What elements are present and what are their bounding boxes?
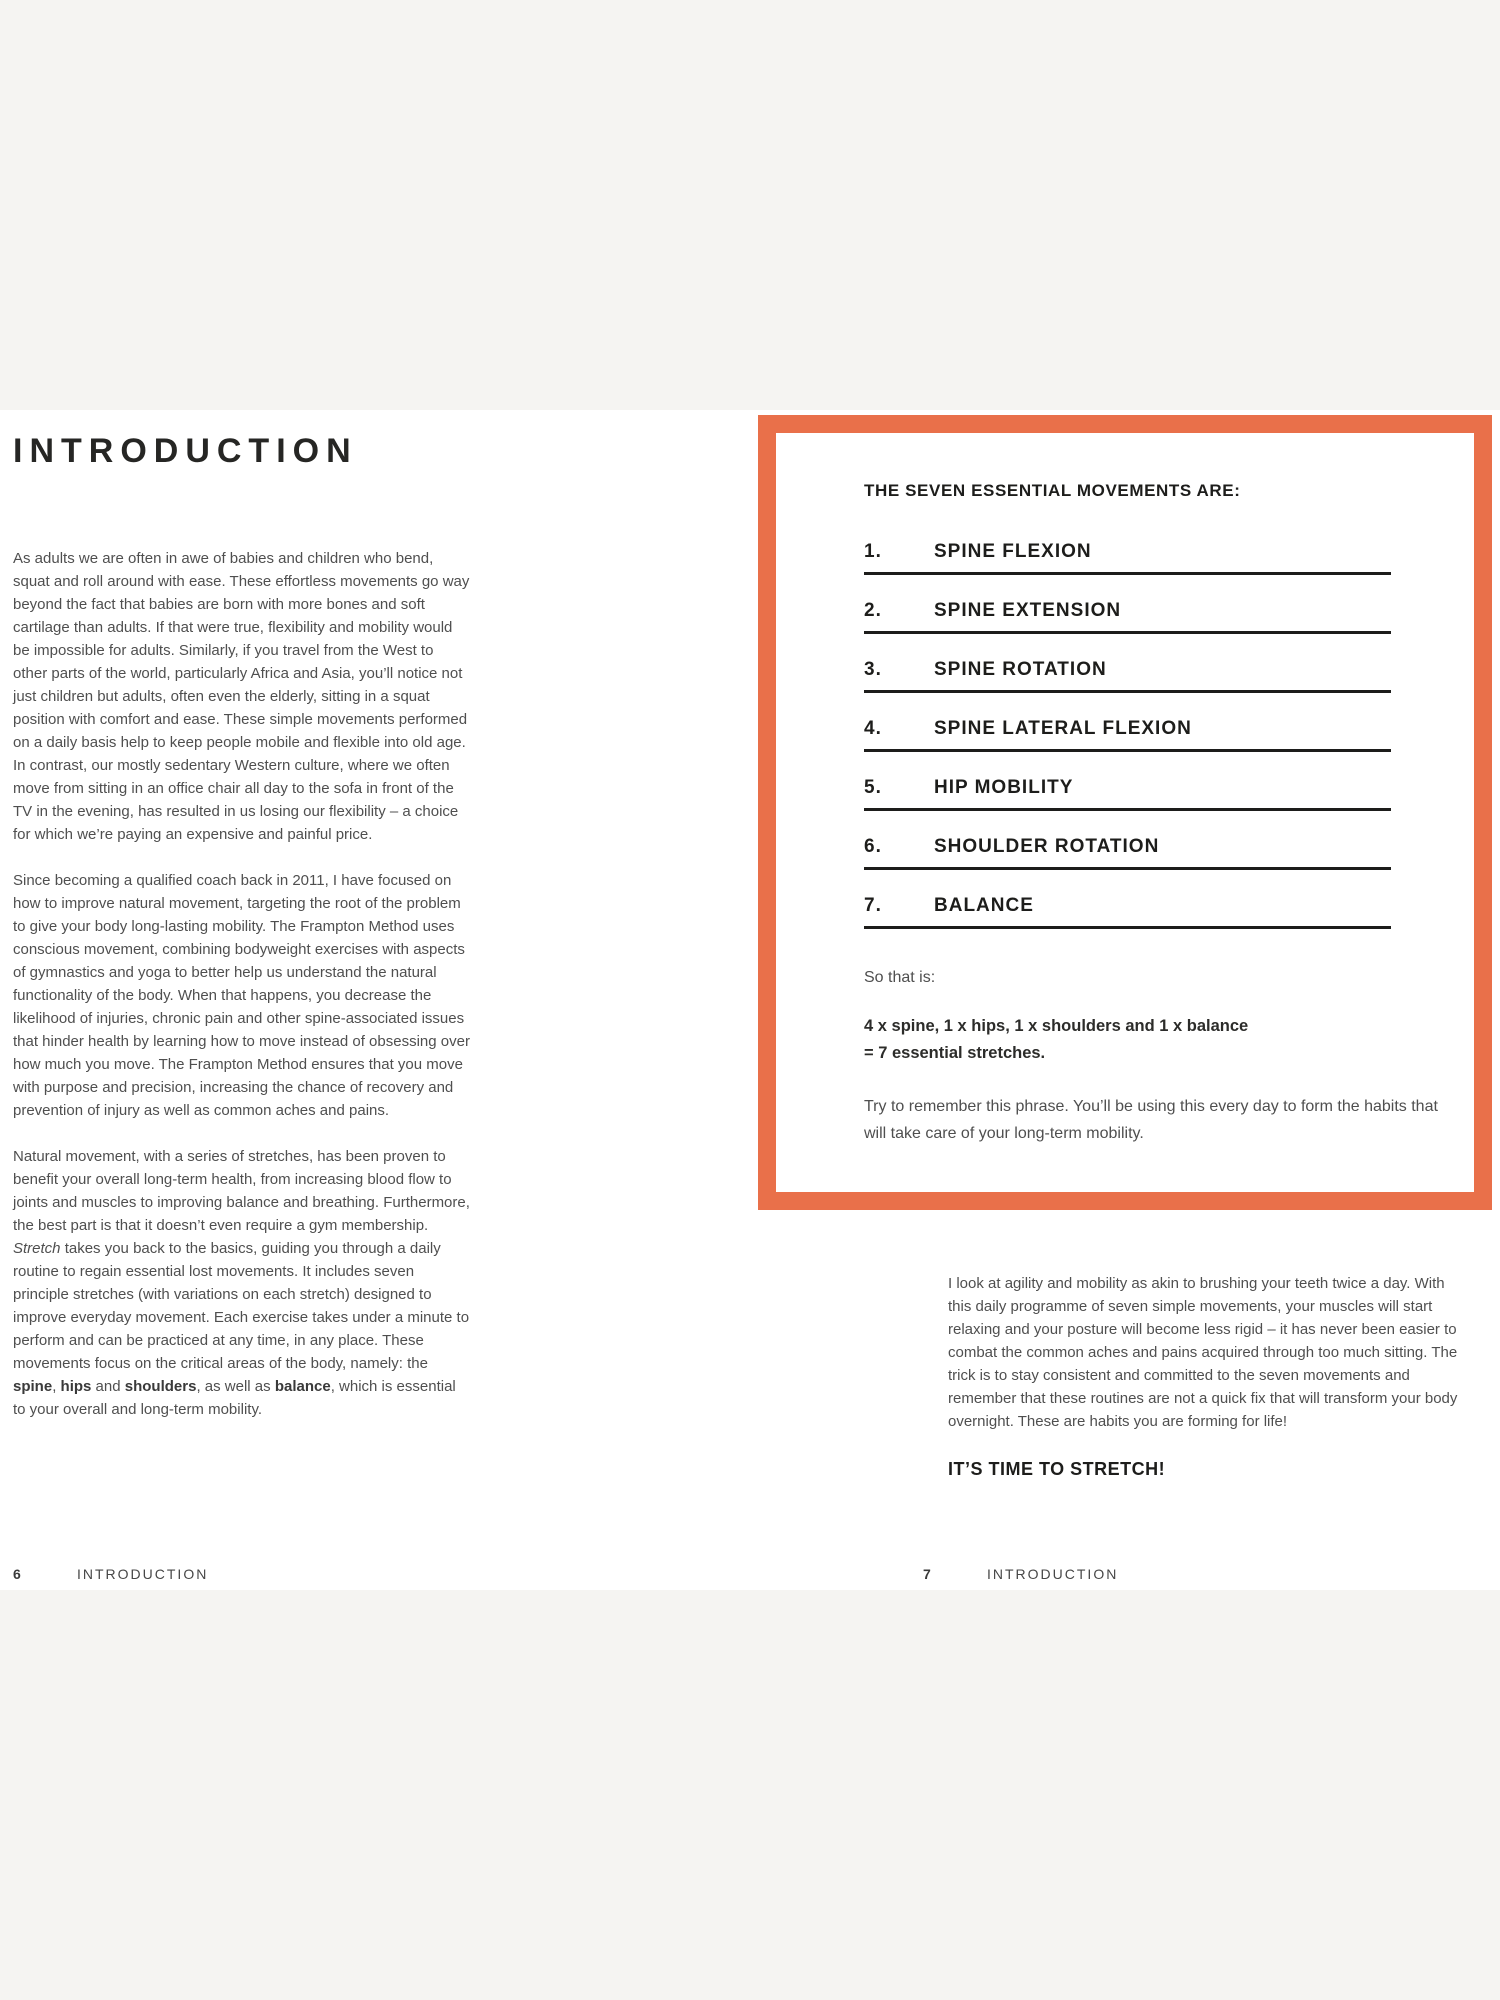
movement-label: SPINE FLEXION (934, 541, 1092, 562)
movement-label: SPINE LATERAL FLEXION (934, 718, 1192, 739)
page-footer-left (13, 1566, 208, 1582)
paper-surface (0, 410, 1500, 1590)
movement-item-1 (864, 541, 1391, 575)
movement-item-2 (864, 600, 1391, 634)
stretch-formula (864, 1013, 1446, 1067)
section-label-right: INTRODUCTION (987, 1566, 1119, 1582)
right-page-lower (948, 1272, 1466, 1480)
emphasis-shoulders: shoulders (124, 1378, 197, 1395)
movement-label: SHOULDER ROTATION (934, 836, 1160, 857)
movement-item-6 (864, 836, 1391, 870)
intro-paragraph-1: As adults we are often in awe of babies and children who bend, squat and roll around with ease. These effortless movements go way beyond the fact that babies are born with more bones and soft cartilage than adults. If that were true, flexibility and mobility would be impossible for adults. Similarly, if you travel from the West to other parts of the world, particularly Africa and Asia, you’ll notice not just children but adults, often even the elderly, sitting in a squat position with comfort and ease. These simple movements performed on a daily basis help to keep people mobile and flexible into old age. In contrast, our mostly sedentary Western culture, where we often move from sitting in an office chair all day to the sofa in front of the TV in the evening, has resulted in us losing our flexibility – a choice for which we’re paying an expensive and painful price. (13, 550, 470, 843)
reminder-text: Try to remember this phrase. You’ll be using this every day to form the habits that will take care of your long-term mobility. (864, 1098, 1438, 1142)
formula-line-2: = 7 essential stretches. (864, 1044, 1046, 1062)
paragraph-3-intro: Natural movement, with a series of stretches, has been proven to benefit your overall long-term health, from increasing blood flow to joints and muscles to improving balance and breathing. Furthermore, the best part is that it doesn’t even require a gym membership. (13, 1148, 470, 1234)
emphasis-spine: spine (13, 1378, 53, 1395)
page-number-right: 7 (923, 1566, 931, 1582)
intro-paragraph-3 (13, 1145, 471, 1421)
seven-movements-box (758, 415, 1492, 1210)
movement-label: SPINE EXTENSION (934, 600, 1122, 621)
movement-label: BALANCE (934, 895, 1034, 916)
movement-item-3 (864, 659, 1391, 693)
time-to-stretch-heading: IT’S TIME TO STRETCH! (948, 1459, 1166, 1479)
movement-number: 6. (864, 836, 882, 857)
paragraph-3-sep3: , as well as (196, 1378, 275, 1395)
emphasis-balance: balance (274, 1378, 331, 1395)
section-label-left: INTRODUCTION (77, 1566, 209, 1582)
page-footer-right (923, 1566, 1118, 1582)
movement-number: 1. (864, 541, 882, 562)
movement-item-5 (864, 777, 1391, 811)
movement-number: 5. (864, 777, 882, 798)
movement-item-7 (864, 895, 1391, 929)
movement-number: 7. (864, 895, 882, 916)
intro-paragraph-2: Since becoming a qualified coach back in 2011, I have focused on how to improve natural movement, targeting the root of the problem to give your body long-lasting mobility. The Frampton Method uses conscious movement, combining bodyweight exercises with aspects of gymnastics and yoga to better help us understand the natural functionality of the body. When that happens, you decrease the likelihood of injuries, chronic pain and other spine-associated issues that hinder health by learning how to move instead of obsessing over how much you move. The Frampton Method ensures that you move with purpose and precision, increasing the chance of recovery and prevention of injury as well as common aches and pains. (13, 872, 470, 1119)
so-that-is-text: So that is: (864, 969, 936, 986)
paragraph-3-sep2: and (91, 1378, 125, 1395)
movement-label: HIP MOBILITY (934, 777, 1074, 798)
movement-list (864, 541, 1391, 929)
movement-number: 2. (864, 600, 882, 621)
paragraph-3-sep1: , (52, 1378, 61, 1395)
movement-label: SPINE ROTATION (934, 659, 1107, 680)
movement-number: 3. (864, 659, 882, 680)
paragraph-3-end: , which is essential to your overall and long-term mobility. (13, 1378, 456, 1418)
page-number-left: 6 (13, 1566, 21, 1582)
paragraph-3-mid: takes you back to the basics, guiding you through a daily routine to regain essential lost movements. It includes seven principle stretches (with variations on each stretch) designed to improve everyday movement. Each exercise takes under a minute to perform and can be practiced at any time, in any place. These movements focus on the critical areas of the body, namely: the (13, 1240, 470, 1372)
left-page (13, 432, 471, 1444)
book-title-stretch: Stretch (13, 1240, 61, 1257)
movements-box-heading: THE SEVEN ESSENTIAL MOVEMENTS ARE: (864, 481, 1241, 500)
movement-item-4 (864, 718, 1391, 752)
movement-number: 4. (864, 718, 882, 739)
formula-line-1: 4 x spine, 1 x hips, 1 x shoulders and 1 x balance (864, 1017, 1249, 1035)
closing-paragraph: I look at agility and mobility as akin to brushing your teeth twice a day. With this daily programme of seven simple movements, your muscles will start relaxing and your posture will become less rigid – it has never been easier to combat the common aches and pains acquired through too much sitting. The trick is to stay consistent and committed to the seven movements and remember that these routines are not a quick fix that will transform your body overnight. These are habits you are forming for life! (948, 1275, 1458, 1430)
page-title: INTRODUCTION (13, 432, 358, 470)
emphasis-hips: hips (60, 1378, 92, 1395)
